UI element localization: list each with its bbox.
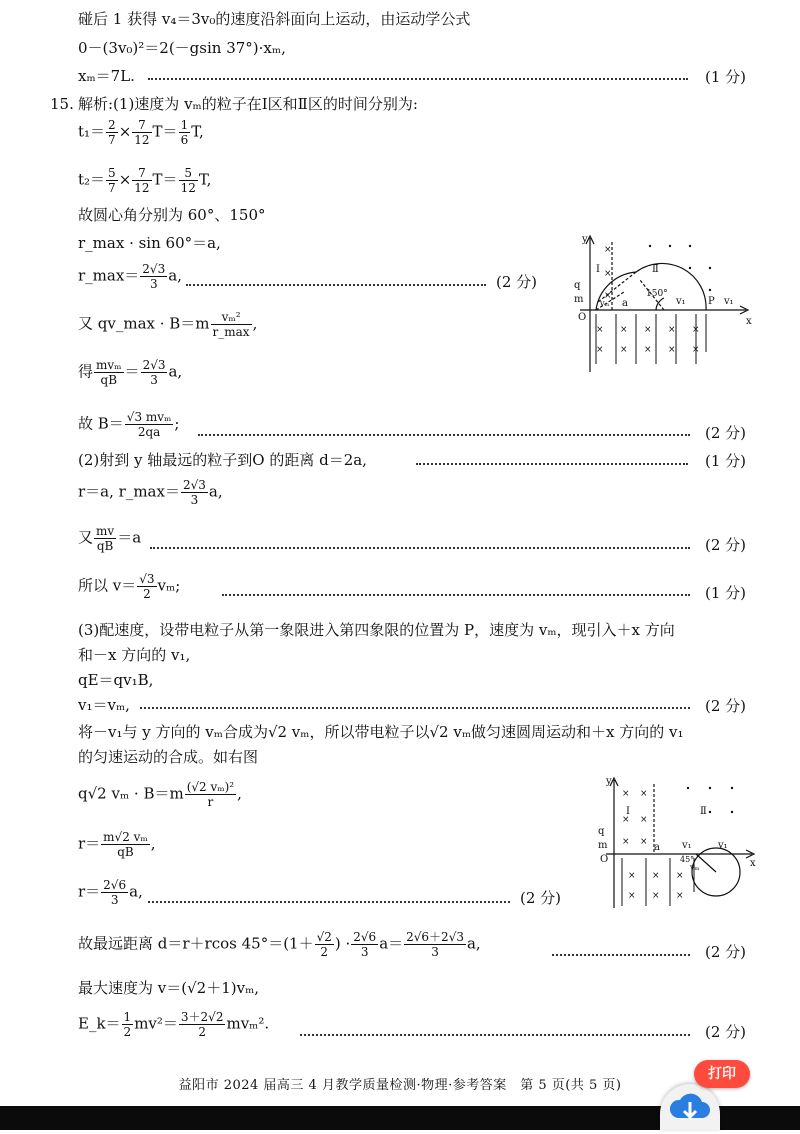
svg-text:×: × <box>668 345 676 355</box>
charge-label: q <box>574 280 581 291</box>
score: (1 分) <box>704 584 746 602</box>
leader-dots <box>222 592 690 596</box>
score: (2 分) <box>704 536 746 554</box>
equation-t2: t₂＝ $\frac{5}{7}$ × $\frac{7}{12}$ T＝ $\frac{5}{12}$ T, <box>78 166 212 195</box>
svg-text:×: × <box>620 345 628 355</box>
svg-text:×: × <box>628 871 636 881</box>
svg-text:×: × <box>644 325 652 335</box>
print-button[interactable]: 打印 <box>694 1060 750 1088</box>
svg-text:×: × <box>604 291 612 301</box>
svg-text:×: × <box>640 815 648 825</box>
svg-text:×: × <box>692 345 700 355</box>
svg-text:×: × <box>604 269 612 279</box>
svg-text:×: × <box>640 837 648 847</box>
diagram-region-field-1 <box>560 232 760 382</box>
svg-text:×: × <box>596 345 604 355</box>
svg-text:×: × <box>668 325 676 335</box>
leader-dots <box>150 545 690 549</box>
leader-dots <box>186 282 486 286</box>
text-line: 最大速度为 v＝(√2＋1)vₘ, <box>78 979 260 997</box>
text-line: 解析:(1)速度为 vₘ的粒子在Ⅰ区和Ⅱ区的时间分别为: <box>78 95 418 113</box>
zone-1-label: Ⅰ <box>596 264 600 275</box>
equation-mv: 又 $\frac{mv}{qB}$ ＝a <box>78 524 142 553</box>
a-label: a <box>654 842 660 853</box>
score: (2 分) <box>704 943 746 961</box>
equation-ratio: 得 $\frac{\text{mvₘ}}{qB}$ ＝ $\frac{2√3}{3}$ a, <box>78 358 183 387</box>
equation-r3: r＝ $\frac{2√6}{3}$ a, <box>78 878 143 907</box>
angle-label: 150° <box>646 289 668 299</box>
diagram-region-field-2 <box>592 774 762 914</box>
p-label: P <box>708 296 715 307</box>
text-line: 将－v₁与 y 方向的 vₘ合成为√2 vₘ，所以带电粒子以√2 vₘ做匀速圆周运动和＋x 方向的 v₁ <box>78 723 684 741</box>
vm-label: vₘ <box>690 863 700 872</box>
svg-text:×: × <box>676 891 684 901</box>
score: (1 分) <box>704 68 746 86</box>
svg-text:×: × <box>652 871 660 881</box>
equation-B: 故 B＝ $\frac{\text{√3 mvₘ}}{2qa}$ ; <box>78 410 180 439</box>
origin-label: O <box>600 854 609 865</box>
text-line: 的匀速运动的合成。如右图 <box>78 748 259 766</box>
leader-dots <box>140 705 690 709</box>
text-line: (2)射到 y 轴最远的粒子到O 的距离 d＝2a, <box>78 451 367 469</box>
svg-text:×: × <box>622 837 630 847</box>
cloud-download-icon <box>660 1084 720 1130</box>
mass-label: m <box>574 294 584 305</box>
score: (1 分) <box>704 452 746 470</box>
v1-label: v₁ <box>718 840 728 851</box>
svg-text:×: × <box>604 245 612 255</box>
svg-text:×: × <box>596 325 604 335</box>
text-line: 0－(3v₀)²＝2(－gsin 37°)·xₘ, <box>78 39 286 57</box>
text-line: qE＝qv₁B, <box>78 671 154 689</box>
vm-label: vₘ <box>600 299 610 308</box>
svg-text:×: × <box>628 891 636 901</box>
axis-label-x: x <box>746 316 752 327</box>
text-line: r_max · sin 60°＝a, <box>78 234 221 252</box>
svg-text:×: × <box>676 871 684 881</box>
equation-circle: q√2 vₘ · B＝m $\frac{\text{(√2 vₘ)²}}{r}$ , <box>78 780 242 809</box>
text-line: (3)配速度，设带电粒子从第一象限进入第四象限的位置为 P，速度为 vₘ，现引入＋x 方向 <box>78 621 675 639</box>
origin-label: O <box>578 312 587 323</box>
equation-r: r＝a, r_max＝ $\frac{2√3}{3}$ a, <box>78 478 223 507</box>
equation-v: 所以 v＝ $\frac{√3}{2}$ vₘ; <box>78 572 181 601</box>
equation-d: 故最远距离 d＝r＋rcos 45°＝(1＋ $\frac{√2}{2}$ ) · $\frac{2√6}{3}$ a＝ $\frac{2√6+2√3}{3}$ a, <box>78 930 481 959</box>
svg-text:×: × <box>644 345 652 355</box>
leader-dots <box>300 1032 690 1036</box>
score: (2 分) <box>704 424 746 442</box>
equation-t1: t₁＝ $\frac{2}{7}$ × $\frac{7}{12}$ T＝ $\frac{1}{6}$ T, <box>78 118 204 147</box>
question-number: 15. <box>50 95 74 113</box>
text-line: 故圆心角分别为 60°、150° <box>78 206 266 224</box>
score: (2 分) <box>704 697 746 715</box>
text-line: 碰后 1 获得 v₄＝3v₀的速度沿斜面向上运动，由运动学公式 <box>78 10 471 28</box>
svg-text:×: × <box>692 325 700 335</box>
zone-1-label: Ⅰ <box>626 806 630 817</box>
leader-dots <box>552 952 690 956</box>
leader-dots <box>416 461 688 465</box>
leader-dots <box>198 432 690 436</box>
svg-text:×: × <box>622 815 630 825</box>
v1-label: v₁ <box>682 840 692 851</box>
equation-rmax: r_max＝ $\frac{2√3}{3}$ a, <box>78 262 182 291</box>
text-line: 和－x 方向的 v₁, <box>78 646 191 664</box>
equation-Ek: E_k＝ $\frac{1}{2}$ mv²＝ $\frac{3+2√2}{2}$ mvₘ². <box>78 1010 270 1039</box>
svg-text:×: × <box>620 325 628 335</box>
v1-label: v₁ <box>676 296 686 307</box>
svg-text:×: × <box>640 789 648 799</box>
axis-label-x: x <box>750 858 756 869</box>
leader-dots <box>148 899 510 903</box>
a-label: a <box>622 298 628 309</box>
axis-label-y: y <box>582 234 588 245</box>
score: (2 分) <box>496 273 538 291</box>
download-button[interactable] <box>660 1084 720 1130</box>
page-footer: 益阳市 2024 届高三 4 月教学质量检测·物理·参考答案 第 5 页(共 5 页) <box>178 1078 622 1093</box>
axis-label-y: y <box>606 776 612 787</box>
angle-label: 45° <box>680 855 695 864</box>
score: (2 分) <box>704 1023 746 1041</box>
score: (2 分) <box>520 889 562 907</box>
v1-label: v₁ <box>724 296 734 307</box>
text-line: xₘ＝7L. <box>78 67 135 85</box>
zone-2-label: Ⅱ <box>700 806 707 817</box>
equation-r2: r＝ $\frac{\text{m√2 vₘ}}{qB}$ , <box>78 830 156 859</box>
mass-label: m <box>598 840 608 851</box>
charge-label: q <box>598 826 605 837</box>
zone-2-label: Ⅱ <box>652 264 659 275</box>
svg-text:×: × <box>652 891 660 901</box>
equation-force: 又 qv_max · B＝m $\frac{\text{vₘ²}}{r\_\max}$ , <box>78 310 258 339</box>
text-line: v₁＝vₘ, <box>78 696 130 714</box>
svg-text:×: × <box>622 789 630 799</box>
leader-dots <box>148 76 688 80</box>
